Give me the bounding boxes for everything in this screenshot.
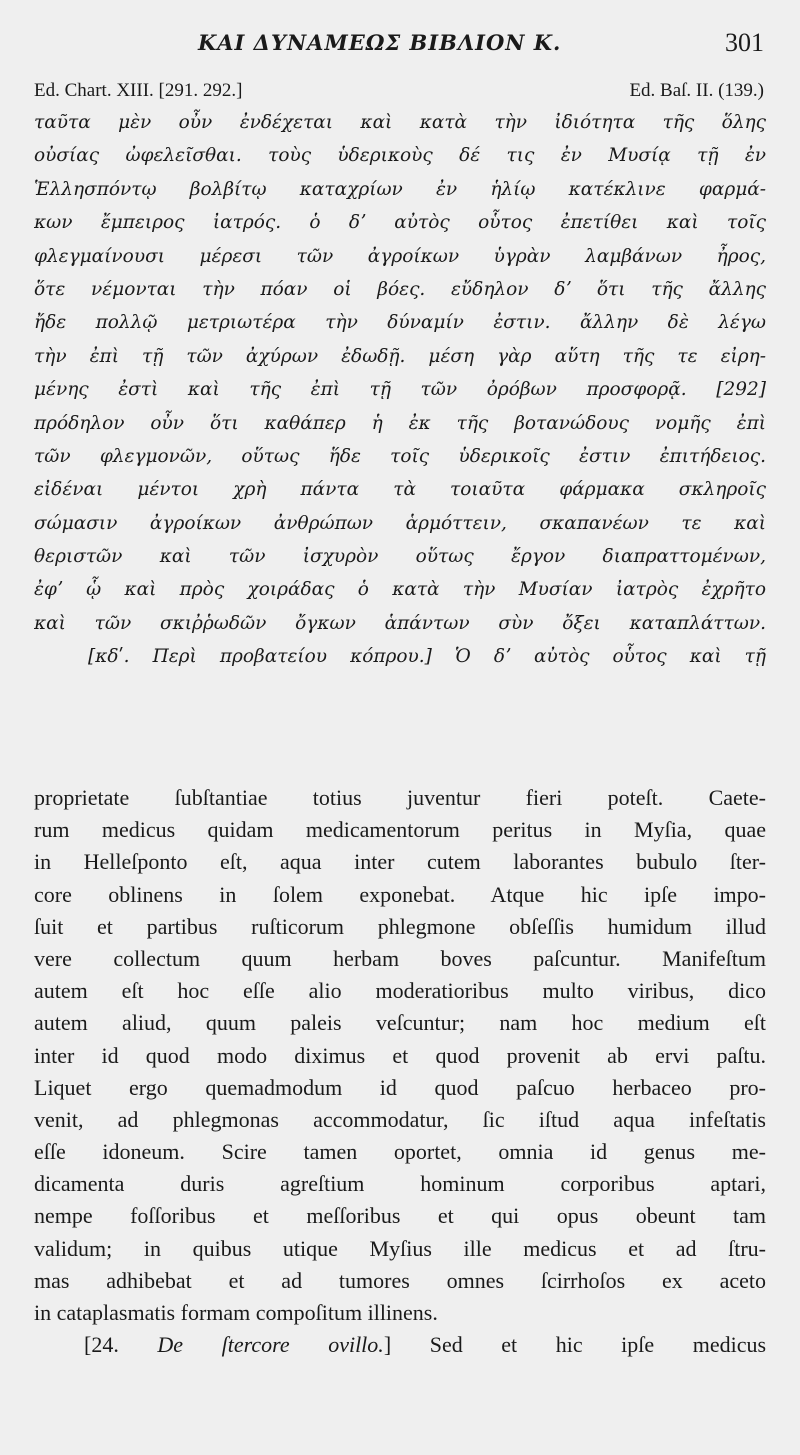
latin-text-line: core oblinens in ſolem exponebat. Atque hic ipſe impo- bbox=[34, 881, 766, 907]
latin-text-line: dicamenta duris agreſtium hominum corporibus aptari, bbox=[34, 1171, 766, 1197]
section-bracket-close: ] bbox=[383, 1332, 392, 1358]
latin-text-line: autem aliud, quum paleis veſcuntur; nam hoc medium eſt bbox=[34, 1010, 766, 1036]
greek-text-column bbox=[34, 106, 766, 674]
greek-text-line: οὐσίας ὠφελεῖσθαι. τοὺς ὑδερικοὺς δέ τις ἐν Μυσίᾳ τῇ ἐν bbox=[34, 145, 766, 167]
section-title: De ſtercore ovillo. bbox=[157, 1332, 384, 1358]
greek-text-line: ἤδε πολλῷ μετριωτέρα τὴν δύναμίν ἐστιν. ἄλλην δὲ λέγω bbox=[34, 312, 766, 334]
greek-text-line: Ἑλλησπόντῳ βολβίτῳ καταχρίων ἐν ἡλίῳ κατέκλινε φαρμά- bbox=[34, 178, 766, 200]
latin-section-heading-line bbox=[34, 1329, 766, 1361]
greek-text-line: καὶ τῶν σκιῤῥωδῶν ὄγκων ἁπάντων σὺν ὄξει καταπλάττων. bbox=[34, 612, 766, 634]
latin-text-line: autem eſt hoc eſſe alio moderatioribus multo viribus, dico bbox=[34, 978, 766, 1004]
edition-chart-reference: Ed. Chart. XIII. [291. 292.] bbox=[34, 80, 243, 101]
latin-text-line: inter id quod modo diximus et quod provenit ab ervi paſtu. bbox=[34, 1042, 766, 1068]
page-number: 301 bbox=[725, 28, 764, 57]
latin-text-line: mas adhibebat et ad tumores omnes ſcirrhoſos ex aceto bbox=[34, 1267, 766, 1293]
greek-text-line: εἰδέναι μέντοι χρὴ πάντα τὰ τοιαῦτα φάρμακα σκληροῖς bbox=[34, 479, 766, 501]
greek-text-line: ἐφʼ ᾧ καὶ πρὸς χοιράδας ὁ κατὰ τὴν Μυσίαν ἰατρὸς ἐχρῆτο bbox=[34, 579, 766, 601]
greek-text-line: πρόδηλον οὖν ὅτι καθάπερ ἡ ἐκ τῆς βοτανώδους νομῆς ἐπὶ bbox=[34, 412, 766, 434]
greek-text-line: τὴν ἐπὶ τῇ τῶν ἀχύρων ἐδωδῇ. μέση γὰρ αὕτη τῆς τε εἰρη- bbox=[34, 345, 766, 367]
greek-text-line: θεριστῶν καὶ τῶν ἰσχυρὸν οὕτως ἔργον διαπραττομένων, bbox=[34, 546, 766, 568]
latin-text-line: in cataplasmatis formam compoſitum illinens. bbox=[34, 1300, 438, 1325]
running-title: ΚΑΙ ΔΥΝΑΜΕΩΣ ΒΙΒΛΙΟΝ Κ. bbox=[198, 30, 562, 55]
latin-text-line: proprietate ſubſtantiae totius juventur fieri poteſt. Caete- bbox=[34, 785, 766, 810]
latin-text-line: validum; in quibus utique Myſius ille medicus et ad ſtru- bbox=[34, 1235, 766, 1261]
latin-text-line: rum medicus quidam medicamentorum peritus in Myſia, quae bbox=[34, 817, 766, 843]
section-number: [24. bbox=[84, 1332, 119, 1358]
latin-text-line: in Helleſponto eſt, aqua inter cutem laborantes bubulo ſter- bbox=[34, 849, 766, 875]
latin-text-line: Liquet ergo quemadmodum id quod paſcuo herbaceo pro- bbox=[34, 1074, 766, 1100]
latin-text-line: nempe foſſoribus et meſſoribus et qui opus obeunt tam bbox=[34, 1203, 766, 1229]
section-continuation-text: Sed et hic ipſe medicus bbox=[429, 1332, 766, 1358]
greek-text-line: φλεγμαίνουσι μέρεσι τῶν ἀγροίκων ὑγρὰν λαμβάνων ἦρος, bbox=[34, 245, 766, 267]
edition-reference-line bbox=[34, 80, 764, 106]
latin-text-line: ſuit et partibus ruſticorum phlegmone obſeſſis humidum illud bbox=[34, 913, 766, 939]
greek-text-line: σώμασιν ἀγροίκων ἀνθρώπων ἁρμόττειν, σκαπανέων τε καὶ bbox=[34, 512, 766, 534]
latin-text-line: venit, ad phlegmonas accommodatur, ſic iſtud aqua infeſtatis bbox=[34, 1106, 766, 1132]
greek-text-line: τῶν φλεγμονῶν, οὕτως ἥδε τοῖς ὑδερικοῖς ἐστιν ἐπιτήδειος. bbox=[34, 445, 766, 467]
latin-translation-column bbox=[34, 782, 766, 1361]
latin-text-line: eſſe idoneum. Scire tamen oportet, omnia id genus me- bbox=[34, 1139, 766, 1165]
greek-text-line: κων ἔμπειρος ἰατρός. ὁ δʼ αὐτὸς οὗτος ἐπετίθει καὶ τοῖς bbox=[34, 212, 766, 234]
page-header bbox=[0, 28, 800, 64]
greek-text-line: ταῦτα μὲν οὖν ἐνδέχεται καὶ κατὰ τὴν ἰδιότητα τῆς ὅλης bbox=[34, 112, 766, 133]
latin-text-line: vere collectum quum herbam boves paſcuntur. Manifeſtum bbox=[34, 945, 766, 971]
greek-section-heading-line: [κδʹ. Περὶ προβατείου κόπρου.] Ὁ δʼ αὐτὸς οὗτος καὶ τῇ bbox=[88, 646, 766, 668]
greek-text-line: ὅτε νέμονται τὴν πόαν οἱ βόες. εὔδηλον δʼ ὅτι τῆς ἄλλης bbox=[34, 278, 766, 300]
edition-basel-reference: Ed. Baſ. II. (139.) bbox=[629, 80, 764, 101]
greek-text-line: μένης ἐστὶ καὶ τῆς ἐπὶ τῇ τῶν ὀρόβων προσφορᾷ. [292] bbox=[34, 379, 766, 401]
